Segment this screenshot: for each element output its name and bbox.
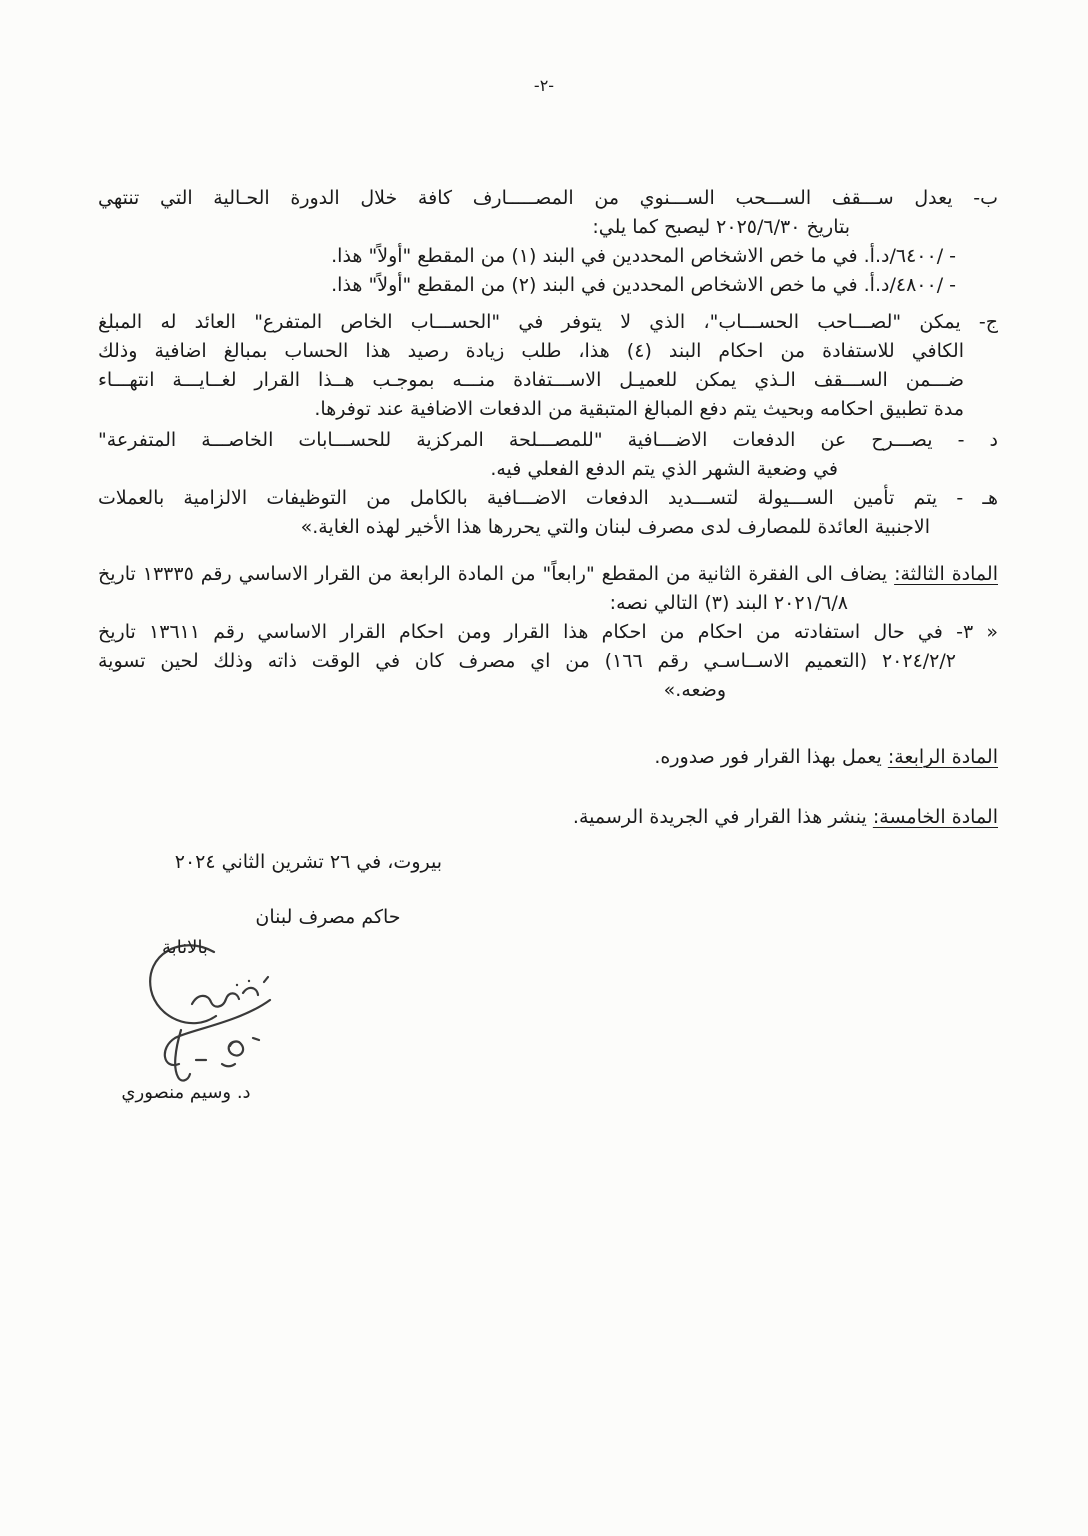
article-3-line-1 (98, 560, 998, 589)
clause-b-line-2: بتاريخ ٢٠٢٥/٦/٣٠ ليصبح كما يلي: (592, 216, 850, 238)
clause-c-line-3: ضـــمن الســـقف الـذي يمكن للعميـل الاســـتفادة منـــه بموجـب هــذا القرار لغــايـــة انتهـــاء (98, 369, 964, 391)
clause-e-marker: هـ - (956, 487, 999, 509)
article-4 (98, 743, 998, 772)
clause-b-marker: ب- (973, 187, 998, 209)
governor-title: حاكم مصرف لبنان (255, 906, 401, 928)
article-3 (98, 560, 998, 705)
governor-deputy-label: بالانابة (162, 937, 208, 958)
amount-item-1: - /٦٤٠٠/د.أ. في ما خص الاشخاص المحددين في البند (١) من المقطع "أولاً" هذا. (331, 245, 956, 267)
article-3-line-5: وضعه.» (663, 679, 726, 701)
article-3-line-2: ٢٠٢١/٦/٨ البند (٣) التالي نصه: (609, 592, 848, 614)
article-5-line (98, 803, 998, 832)
article-5-heading: المادة الخامسة: (872, 806, 998, 828)
clause-e (98, 484, 998, 542)
clause-c-line-4: مدة تطبيق احكامه وبحيث يتم دفع المبالغ المتبقية من الدفعات الاضافية عند توفرها. (314, 398, 964, 420)
article-3-line-4: ٢٠٢٤/٢/٢ (التعميم الاســاسـي رقم ١٦٦) من اي مصرف كان في الوقت ذاته وذلك لحين تسوية (98, 650, 956, 672)
clause-c (98, 308, 998, 424)
clause-c-line-1 (98, 308, 998, 337)
clause-e-line-1 (98, 484, 998, 513)
clause-d-line-1 (98, 426, 998, 455)
signature-icon (118, 938, 333, 1083)
decree-body (98, 184, 998, 832)
clause-c-text-1: يمكن "لصـــاحب الحســـاب"، الذي لا يتوفر في "الحســـاب الخاص المتفرع" العائد له المبلغ (98, 311, 961, 333)
clause-e-line-2: الاجنبية العائدة للمصارف لدى مصرف لبنان والتي يحررها هذا الأخير لهذه الغاية.» (300, 516, 930, 538)
clause-d-line-2: في وضعية الشهر الذي يتم الدفع الفعلي فيه. (490, 458, 838, 480)
article-4-line (98, 743, 998, 772)
article-3-heading: المادة الثالثة: (894, 563, 998, 585)
article-3-line-3: « ٣- في حال استفادته من احكام من احكام هذا القرار ومن احكام القرار الاساسي رقم ١٣٦١١ تاريخ (98, 621, 998, 643)
clause-d-text-1: يصـــرح عن الدفعات الاضـــافية "للمصـــلحة المركزية للحســـابات الخاصـــة المتفرعة" (98, 429, 933, 451)
clause-d (98, 426, 998, 484)
clause-e-text-1: يتم تأمين الســـيولة لتســـديد الدفعات الاضـــافية بالكامل من التوظيفات الالزامية بالعملات (98, 487, 938, 509)
clause-b (98, 184, 998, 300)
amount-item-2: - /٤٨٠٠/د.أ. في ما خص الاشخاص المحددين في البند (٢) من المقطع "أولاً" هذا. (331, 274, 956, 296)
clause-c-marker: ج- (978, 311, 998, 333)
article-5 (98, 803, 998, 832)
article-4-text: يعمل بهذا القرار فور صدوره. (654, 746, 882, 768)
clause-c-line-2: الكافي للاستفادة من احكام البند (٤) هذا، طلب زيادة رصيد هذا الحساب بمبالغ اضافية وذلك (98, 340, 964, 362)
article-3-text-1: يضاف الى الفقرة الثانية من المقطع "رابعاً" من المادة الرابعة من القرار الاساسي رقم ١٣٣٣٥ تاريخ (98, 563, 888, 585)
clause-b-text-1: يعدل ســـقف الســـحب الســـنوي من المصـــــارف كافة خلال الدورة الحـالية التي تنتهي (98, 187, 953, 209)
clause-b-line-1 (98, 184, 998, 213)
page-number: -٢- (533, 76, 555, 95)
article-4-heading: المادة الرابعة: (887, 746, 998, 768)
governor-name: د. وسيم منصوري (121, 1082, 251, 1103)
place-and-date: بيروت، في ٢٦ تشرين الثاني ٢٠٢٤ (174, 851, 442, 873)
article-5-text: ينشر هذا القرار في الجريدة الرسمية. (572, 806, 867, 828)
clause-d-marker: د - (957, 429, 999, 451)
